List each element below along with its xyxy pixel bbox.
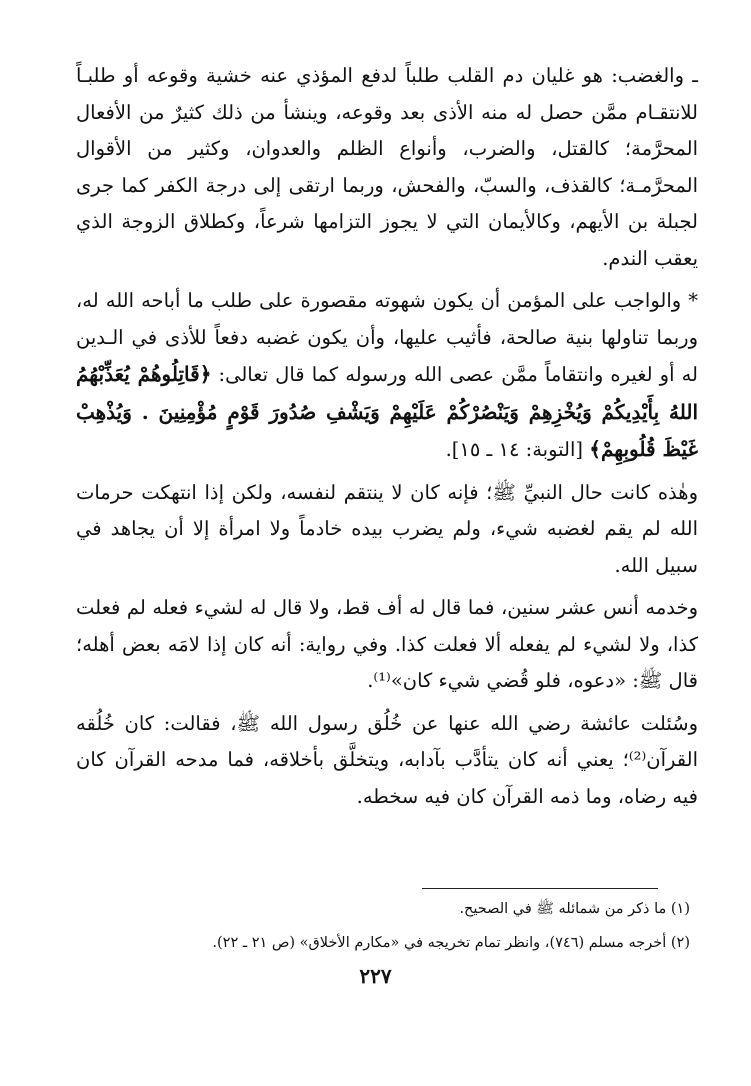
paragraph-anas-service: وخدمه أنس عشر سنين، فما قال له أف قط، ولا قال له لشيء فعله لم فعلت كذا، ولا لشيء لم يفعله ألا فعلت كذا. وفي رواية: أنه كان إذا لامَه بعض أهله؛ قال ﷺ: «دعوه، فلو قُضي شيء كان»⁽¹⁾. [76,596,698,692]
footnotes [76,892,698,960]
paragraph-prophet-state: وهٰذه كانت حال النبيِّ ﷺ؛ فإنه كان لا ينتقم لنفسه، ولكن إذا انتهكت حرمات الله لم يقم لغضبه شيء، ولم يضرب بيده خادماً ولا امرأة إلا أن يجاهد في سبيل الله. [76,480,698,577]
paragraph-believer-duty-text: * والواجب على المؤمن أن يكون شهوته مقصورة على طلب ما أباحه الله له، وربما تناولها بنية صالحة، فأثيب عليها، وأن يكون غضبه دفعاً للأذى في الـدين له أو لغيره وانتقاماً ممَّن عصى الله ورسوله كما قال تعالى: [76,289,698,386]
page-number: ٢٢٧ [359,964,392,988]
paragraph-anger-definition: ـ والغضب: هو غليان دم القلب طلباً لدفع المؤذي عنه خشية وقوعه أو طلبـاً للانتقـام ممَّن حصل له منه الأذى بعد وقوعه، وينشأ من ذلك كثيرٌ من الأفعال المحرَّمة؛ كالقتل، والضرب، وأنواع الظلم والعدوان، وكثير من الأقوال المحرَّمـة؛ كالقذف، والسبّ، والفحش، وربما ارتقى إلى درجة الكفر كما جرى لجبلة بن الأيهم، وكالأيمان التي لا يجوز التزامها شرعاً، وكطلاق الزوجة الذي يعقب الندم. [76,64,698,270]
paragraph-aisha-question: وسُئلت عائشة رضي الله عنها عن خُلُق رسول الله ﷺ، فقالت: كان خُلُقه القرآن⁽²⁾؛ يعني أنه كان يتأدَّب بآدابه، ويتخلَّق بأخلاقه، فما مدحه القرآن كان فيه رضاه، وما ذمه القرآن كان فيه سخطه. [76,711,698,808]
paragraph-believer-duty [76,283,698,469]
quran-verse: ﴿قَاتِلُوهُمْ يُعَذِّبْهُمُ اللهُ بِأَيْدِيكُمْ وَيُخْزِهِمْ وَيَنْصُرْكُمْ عَلَيْهِمْ وَيَشْفِ صُدُورَ قَوْمٍ مُؤْمِنِينَ . وَيُذْهِبْ غَيْظَ قُلُوبِهِمْ﴾ [76,362,698,461]
footnote-divider [422,888,658,889]
main-text [76,58,698,815]
quran-reference: [التوبة: ١٤ ـ ١٥]. [445,438,590,461]
footnote-1: (١) ما ذكر من شمائله ﷺ في الصحيح. [459,901,690,917]
footnote-2: (٢) أخرجه مسلم (٧٤٦)، وانظر تمام تخريجه في «مكارم الأخلاق» (ص ٢١ ـ ٢٢). [212,935,690,951]
